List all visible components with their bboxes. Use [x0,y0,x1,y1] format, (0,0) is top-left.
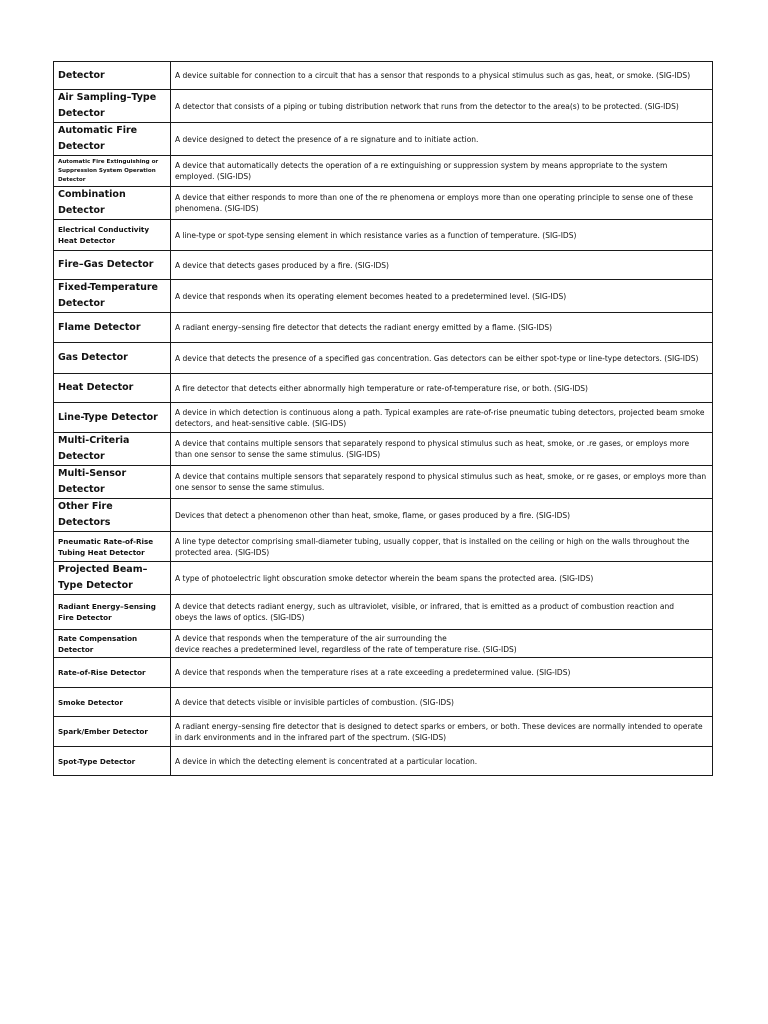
table-row [54,717,713,747]
definition-cell: A device in which detection is continuous along a path. Typical examples are rate-of-rise pneumatic tubing detectors, projected beam smoke detectors, and heat-sensitive cable. (SIG-IDS) [171,403,713,433]
table-row [54,595,713,630]
definition-cell: A device that detects the presence of a specified gas concentration. Gas detectors can be either spot-type or line-type detectors. (SIG-IDS) [171,343,713,374]
table-row [54,313,713,343]
table-row [54,343,713,374]
definition-cell: A device that detects visible or invisible particles of combustion. (SIG-IDS) [171,688,713,717]
term-cell: Rate Compensation Detector [54,630,171,658]
term-cell: Automatic Fire Extinguishing or Suppression System Operation Detector [54,156,171,187]
table-row [54,499,713,532]
definitions-table [53,61,713,776]
term-cell: Fixed-Temperature Detector [54,280,171,313]
definition-cell: A radiant energy–sensing fire detector that is designed to detect sparks or embers, or both. These devices are normally intended to operate in dark environments and in the infrared part of the spectrum. (SIG-IDS) [171,717,713,747]
table-row [54,403,713,433]
term-cell: Smoke Detector [54,688,171,717]
term-cell: Pneumatic Rate-of-Rise Tubing Heat Detector [54,532,171,562]
definition-cell: A device that detects radiant energy, such as ultraviolet, visible, or infrared, that is emitted as a product of combustion reaction and obeys the laws of optics. (SIG-IDS) [171,595,713,630]
term-cell: Line-Type Detector [54,403,171,433]
table-row [54,123,713,156]
term-cell: Heat Detector [54,374,171,403]
term-cell: Multi-Sensor Detector [54,466,171,499]
term-cell: Spot-Type Detector [54,747,171,776]
term-cell: Electrical Conductivity Heat Detector [54,220,171,251]
table-row [54,688,713,717]
definition-cell: Devices that detect a phenomenon other than heat, smoke, flame, or gases produced by a fire. (SIG-IDS) [171,499,713,532]
table-row [54,630,713,658]
table-row [54,251,713,280]
term-cell: Projected Beam–Type Detector [54,562,171,595]
definition-cell: A line-type or spot-type sensing element in which resistance varies as a function of temperature. (SIG-IDS) [171,220,713,251]
table-row [54,658,713,688]
table-row [54,187,713,220]
definition-cell: A device designed to detect the presence of a re signature and to initiate action. [171,123,713,156]
definition-cell: A device suitable for connection to a circuit that has a sensor that responds to a physical stimulus such as gas, heat, or smoke. (SIG-IDS) [171,62,713,90]
term-cell: Flame Detector [54,313,171,343]
definition-cell: A device that contains multiple sensors that separately respond to physical stimulus such as heat, smoke, or re gases, or employs more than one sensor to sense the same stimulus. [171,466,713,499]
term-cell: Fire–Gas Detector [54,251,171,280]
definition-cell: A radiant energy–sensing fire detector that detects the radiant energy emitted by a flame. (SIG-IDS) [171,313,713,343]
definition-cell: A type of photoelectric light obscuration smoke detector wherein the beam spans the protected area. (SIG-IDS) [171,562,713,595]
table-row [54,220,713,251]
table-row [54,466,713,499]
term-cell: Multi-Criteria Detector [54,433,171,466]
definition-cell: A device that responds when the temperature rises at a rate exceeding a predetermined value. (SIG-IDS) [171,658,713,688]
term-cell: Automatic Fire Detector [54,123,171,156]
term-cell: Combination Detector [54,187,171,220]
term-cell: Air Sampling–Type Detector [54,90,171,123]
definition-cell: A fire detector that detects either abnormally high temperature or rate-of-temperature rise, or both. (SIG-IDS) [171,374,713,403]
table-row [54,562,713,595]
table-row [54,532,713,562]
definition-cell: A device that responds when the temperature of the air surrounding the device reaches a predetermined level, regardless of the rate of temperature rise. (SIG-IDS) [171,630,713,658]
table-row [54,747,713,776]
table-row [54,156,713,187]
table-row [54,374,713,403]
definition-cell: A device that contains multiple sensors that separately respond to physical stimulus such as heat, smoke, or .re gases, or employs more than one sensor to sense the same stimulus. (SIG-IDS) [171,433,713,466]
table-row [54,280,713,313]
definition-cell: A device that detects gases produced by a fire. (SIG-IDS) [171,251,713,280]
definition-cell: A device that responds when its operating element becomes heated to a predetermined level. (SIG-IDS) [171,280,713,313]
term-cell: Detector [54,62,171,90]
table-row [54,90,713,123]
table-row [54,433,713,466]
definition-cell: A device that automatically detects the operation of a re extinguishing or suppression system by means appropriate to the system employed. (SIG-IDS) [171,156,713,187]
term-cell: Other Fire Detectors [54,499,171,532]
term-cell: Gas Detector [54,343,171,374]
definition-cell: A device in which the detecting element is concentrated at a particular location. [171,747,713,776]
term-cell: Spark/Ember Detector [54,717,171,747]
term-cell: Rate-of-Rise Detector [54,658,171,688]
definition-cell: A line type detector comprising small-diameter tubing, usually copper, that is installed on the ceiling or high on the walls throughout the protected area. (SIG-IDS) [171,532,713,562]
definition-cell: A detector that consists of a piping or tubing distribution network that runs from the detector to the area(s) to be protected. (SIG-IDS) [171,90,713,123]
term-cell: Radiant Energy–Sensing Fire Detector [54,595,171,630]
table-row [54,62,713,90]
definition-cell: A device that either responds to more than one of the re phenomena or employs more than one operating principle to sense one of these phenomena. (SIG-IDS) [171,187,713,220]
